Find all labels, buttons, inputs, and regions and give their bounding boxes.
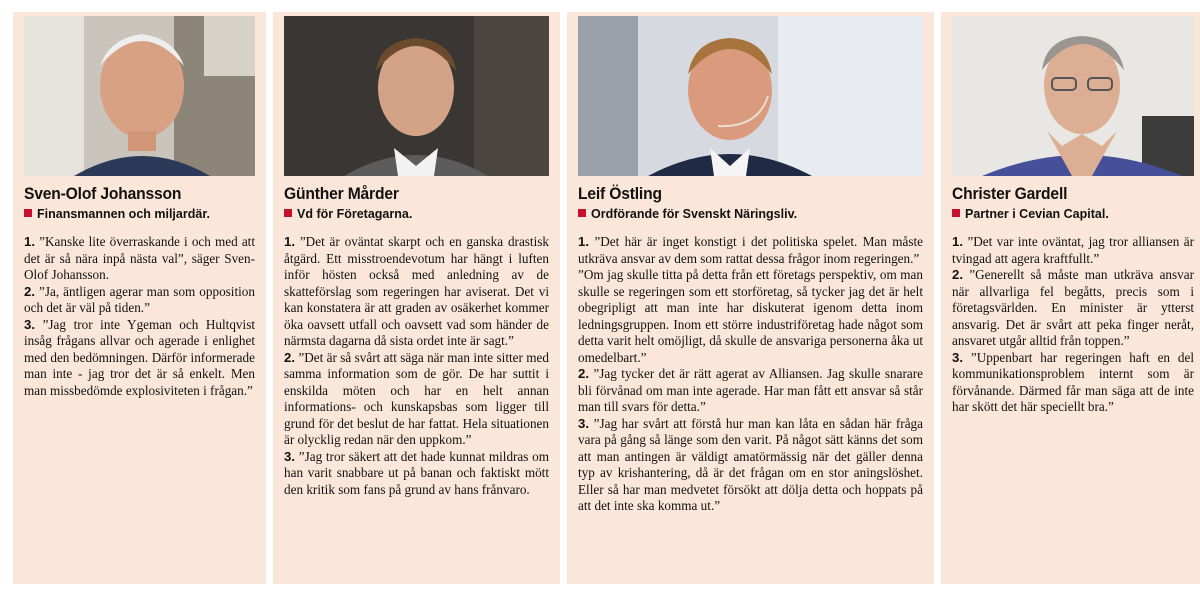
quote-paragraph: 2. ”Ja, äntligen agerar man som opposition och det är väl på tiden.” [24, 283, 255, 315]
column-leif-ostling [567, 12, 934, 584]
person-role [578, 206, 923, 222]
quote-paragraph: 1. ”Det här är inget konstigt i det politiska spelet. Man måste utkräva ansvar av dem som rattat dessa frågor inom regeringen.” [578, 234, 923, 266]
portrait-young-man-icon [284, 16, 549, 176]
portrait-man-with-glasses-icon [952, 16, 1194, 176]
person-role-text: Partner i Cevian Capital. [965, 207, 1109, 221]
person-role-text: Finansmannen och miljardär. [37, 207, 210, 221]
portrait-man-with-headset-icon [578, 16, 923, 176]
person-role [284, 206, 549, 222]
red-square-icon [578, 209, 586, 217]
quote-body [578, 234, 923, 515]
quote-paragraph: 2. ”Jag tycker det är rätt agerat av Alliansen. Jag skulle snarare bli förvånad om man inte agerade. Har man fått ett ansvar så står man till svars för detta.” [578, 366, 923, 414]
quote-paragraph: 3. ”Jag tror inte Ygeman och Hultqvist insåg frågans allvar och agerade i enlighet med den bedömningen. Därför informerade man inte - jag tror det är så enkelt. Men man missbedömde explosiviteten i frågan.” [24, 316, 255, 398]
quote-paragraph: 3. ”Jag har svårt att förstå hur man kan låta en sådan här fråga vara på gång så länge som den varit. På något sätt känns det som att man antingen är väldigt amatörmässig när det gäller denna typ av krishantering, då är det frågan om en stor aningslöshet. Eller så har man medvetet försökt att dölja detta och hoppats på att det inte ska komma ut.” [578, 415, 923, 513]
quote-body [284, 234, 549, 498]
red-square-icon [24, 209, 32, 217]
quote-paragraph: 2. ”Det är så svårt att säga när man inte sitter med samma information som de gör. De har suttit i enskilda möten och har en helt annan informations- och kunskapsbas som ligger till grund för det beslut de har fattat. Hela situationen är olycklig redan när den uppkom.” [284, 349, 549, 447]
person-name: Leif Östling [578, 184, 662, 203]
column-gunther-marder [273, 12, 560, 584]
person-role-text: Ordförande för Svenskt Näringsliv. [591, 207, 798, 221]
person-role [24, 206, 255, 222]
quote-paragraph: 3. ”Uppenbart har regeringen haft en del kommunikationsproblem internt som är förvånande. Därmed får man säga att de inte har skött det här speciellt bra.” [952, 349, 1194, 414]
person-name: Sven-Olof Johansson [24, 184, 182, 203]
person-role-text: Vd för Företagarna. [297, 207, 413, 221]
red-square-icon [284, 209, 292, 217]
person-role [952, 206, 1194, 222]
column-christer-gardell [941, 12, 1200, 584]
red-square-icon [952, 209, 960, 217]
quote-paragraph: 1. ”Det var inte oväntat, jag tror alliansen är tvingad att agera kraftfullt.” [952, 234, 1194, 266]
person-name: Günther Mårder [284, 184, 399, 203]
quote-paragraph: 1. ”Kanske lite överraskande i och med att det är så nära inpå nästa val”, säger Sven-Olof Johansson. [24, 234, 255, 282]
quote-paragraph: 1. ”Det är oväntat skarpt och en ganska drastisk åtgärd. Ett misstroendevotum har hängt i luften inför hösten också med anledning av de skatteförslag som regeringen har aviserat. Det vi kan konstatera är att graden av osäkerhet kommer öka oavsett utfall och oavsett vad som händer de närmsta dagarna då sista ordet inte är sagt.” [284, 234, 549, 348]
quote-paragraph: 2. ”Generellt så måste man utkräva ansvar när allvarliga fel begåtts, precis som i företagsvärlden. En minister är ytterst ansvarig. Det är svårt att peka finger neråt, ansvaret utgår alltid från toppen.” [952, 267, 1194, 348]
quote-paragraph: ”Om jag skulle titta på detta från ett företags perspektiv, om man skulle se regeringen som ett storföretag, så tycker jag det är helt obegripligt att man inte har diskuterat igenom detta inom ledningsgruppen. Inom ett större industriföretag hade något som detta varit helt omöjligt, då skulle de ansvariga personerna åka ut omedelbart.” [578, 267, 923, 365]
column-sven-olof-johansson [13, 12, 266, 584]
quote-body [24, 234, 255, 399]
person-name: Christer Gardell [952, 184, 1068, 203]
quote-paragraph: 3. ”Jag tror säkert att det hade kunnat mildras om han varit snabbare ut på banan och faktiskt mött den kritik som fans på grund av hans frånvaro. [284, 448, 549, 497]
quote-body [952, 234, 1194, 416]
portrait-elderly-man-icon [24, 16, 255, 176]
